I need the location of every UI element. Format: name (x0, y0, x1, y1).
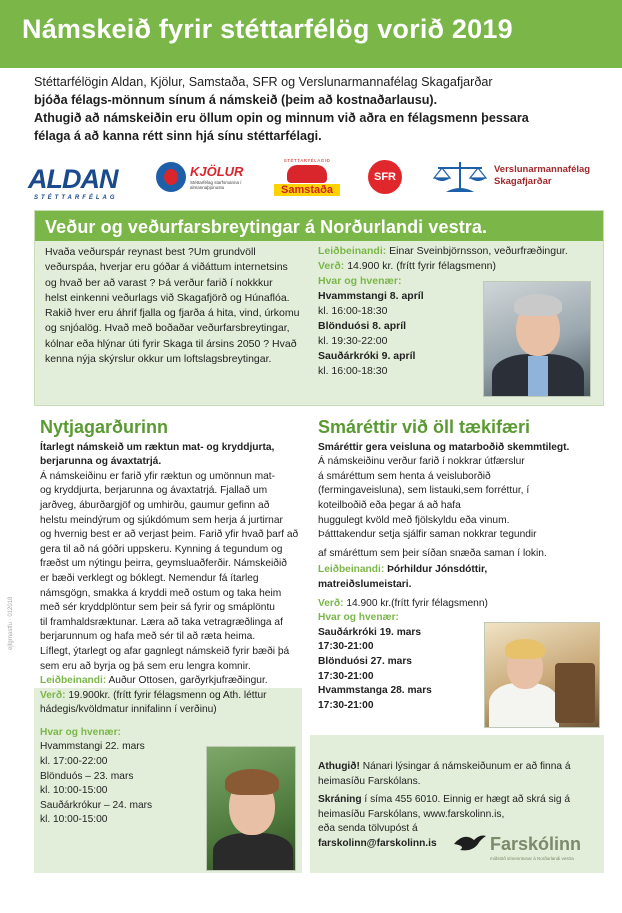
course-weather-description (45, 245, 315, 367)
registration-text: í síma 455 6010. Einnig er hægt að skrá sig á (361, 794, 570, 806)
header-banner (0, 0, 622, 68)
schedule-time: kl. 16:00-18:30 (318, 305, 388, 317)
course-appetizers-line: (fermingaveisluna), sem listauki,sem forréttur, í (318, 485, 530, 497)
course-weather-line: kólnar eða hlýnar úti fyrir Skaga til ársins 2050 ? Hvað (45, 337, 297, 350)
course-weather-line: Hvaða veðurspár reynast best ?Um grundvöll (45, 246, 256, 258)
farskolinn-logo (450, 824, 600, 874)
kjolur-logo-text: KJÖLUR (190, 164, 244, 179)
verslunar-line-2: Skagafjarðar (494, 176, 552, 187)
sfr-logo: SFR (368, 160, 402, 194)
schedule-place: Blönduós – 23. mars (40, 770, 134, 782)
price-label: Verð: (318, 260, 345, 272)
instructor-name: Þórhildur Jónsdóttir, (387, 564, 488, 576)
course-garden-line: sem eru að byrja og þá sem eru lengra komnir. (40, 660, 251, 672)
course-weather-line: og snjóalög. Hvað með boðaðar veðurfarsbreytingar, (45, 322, 290, 335)
verslunarmannafelag-logo (432, 160, 602, 200)
note-text: Nánari lýsingar á námskeiðunum er að finna á (359, 761, 571, 772)
schedule-time: 17:30-21:00 (318, 699, 374, 711)
course-appetizers-line: Á námskeiðinu verður farið í nokkrar útfærslur (318, 456, 525, 468)
print-code: ejfgrnastfu · 012018 (8, 596, 14, 650)
instructor-photo-thorhildur (484, 622, 600, 728)
instructor-title: matreiðslumeistari. (318, 578, 412, 590)
verslunar-line-1: Verslunarmannafélag (494, 164, 591, 175)
schedule-time: kl. 17:00-22:00 (40, 756, 108, 768)
schedule-label: Hvar og hvenær: (318, 612, 399, 624)
aldan-logo (28, 164, 118, 204)
registration-label: Skráning (318, 794, 362, 806)
course-appetizers-line: huggulegt kvöld með fjölskyldu eða vinum. (318, 514, 510, 526)
schedule-time: 17:30-21:00 (318, 641, 374, 653)
union-logos (28, 158, 598, 201)
scales-icon (432, 160, 488, 194)
verslunarmannafelag-logo-text (494, 164, 590, 188)
price-label: Verð: (318, 597, 344, 609)
course-appetizers-line: af smáréttum sem þeir síðan snæða saman í lokin. (318, 547, 547, 559)
kjolur-emblem-icon (156, 162, 186, 192)
course-weather-line: helst einkenni veðurlags við Skagafjörð og Húnaflóa. (45, 291, 290, 304)
price-value: 19.900kr. (frítt fyrir félagsmenn og Ath. léttur (68, 689, 267, 701)
course-garden-intro-line: Ítarlegt námskeið um ræktun mat- og kryddjurta, (40, 441, 275, 453)
registration-email[interactable]: farskolinn@farskolinn.is (318, 837, 437, 849)
schedule-time: kl. 16:00-18:30 (318, 365, 388, 377)
course-garden-intro-line: berjarunna og ávaxtatrjá. (40, 456, 162, 468)
farskolinn-logo-text: Farskólinn (490, 834, 582, 854)
instructor-label: Leiðbeinandi: (40, 675, 107, 687)
course-garden-line: berjarunnum og hafa með sér til að ræta heima. (40, 631, 256, 643)
intro-line-1: Stéttarfélögin Aldan, Kjölur, Samstaða, SFR og Verslunarmannafélag Skagafjarðar (34, 75, 493, 89)
course-garden-line: er bæði verklegt og bóklegt. Nemendur fá ítarleg (40, 572, 259, 584)
instructor-label: Leiðbeinandi: (318, 564, 385, 576)
schedule-label: Hvar og hvenær: (318, 275, 402, 287)
schedule-label: Hvar og hvenær: (40, 726, 121, 738)
intro-line-4: félaga á að kanna rétt sinn hjá sínu stéttarfélagi. (34, 129, 322, 143)
course-garden-line: til framhaldsræktunar. Læra að taka vetragræðlinga af (40, 616, 283, 628)
samstada-hands-icon (287, 165, 327, 183)
samstada-logo-top: STÉTTARFÉLAGIÐ (283, 158, 331, 163)
kjolur-logo (156, 162, 256, 202)
bird-icon (452, 828, 488, 858)
course-garden-line: námsgögn, smakka á kryddi með ostum og taka heim (40, 587, 282, 599)
course-appetizers-title: Smáréttir við öll tækifæri (318, 417, 531, 437)
course-weather-line: kenna nýja skýrslur okkur um loftslagsbreytingar. (45, 353, 272, 366)
intro-line-2: bjóða félags-mönnum sínum á námskeið (þeim að kostnaðarlausu). (34, 93, 438, 107)
course-garden-line: fræðst um nýtingu þeirra, geymsluaðferðir. Námskeiðið (40, 558, 287, 570)
schedule-place: Sauðárkrókur – 24. mars (40, 799, 153, 811)
note-label: Athugið! (318, 761, 360, 772)
page-title: Námskeið fyrir stéttarfélög vorið 2019 (22, 14, 513, 44)
kjolur-logo-subtitle: Stéttarfélag starfsmanna í almannaþjónustu (190, 180, 242, 190)
instructor-name: Auður Ottosen, garðyrkjufræðingur. (108, 675, 268, 687)
schedule-place: Blönduósi 8. apríl (318, 320, 407, 332)
schedule-time: kl. 10:00-15:00 (40, 785, 108, 797)
samstada-logo (274, 158, 340, 198)
schedule-time: kl. 10:00-15:00 (40, 814, 108, 826)
course-garden-line: gera til að ná góðri uppskeru. Kynning á tegundum og (40, 543, 283, 555)
instructor-photo-audur (206, 746, 296, 871)
intro-text (34, 73, 604, 145)
schedule-place: Hvammstanga 28. mars (318, 685, 432, 697)
farskolinn-logo-subtitle: miðstöð símenntunar á Norðurlandi vestra (490, 856, 574, 861)
course-garden-line: og hvernig best er að verjast þeim. Farið yfir hvað þarf að (40, 529, 299, 541)
course-appetizers-intro: Smáréttir gera veisluna og matarboðið skemmtilegt. (318, 441, 570, 453)
instructor-label: Leiðbeinandi: (318, 245, 387, 257)
aldan-logo-text: ALDAN (28, 164, 118, 194)
course-weather-box (34, 210, 604, 406)
price-value: 14.900 kr.(frítt fyrir félagsmenn) (346, 597, 488, 609)
course-garden-line: Líflegt, ýtarlegt og afar gagnlegt námskeið fyrir bæði þá (40, 645, 290, 657)
price-value: 14.900 kr. (frítt fyrir félagsmenn) (347, 260, 496, 272)
registration-email-prefix: eða senda tölvupóst á (318, 823, 418, 835)
schedule-place: Blönduósi 27. mars (318, 655, 412, 667)
course-garden-line: helstu meindýrum og sjúkdómum sem herja á jurtirnar (40, 514, 283, 526)
aldan-logo-subtitle: STÉTTARFÉLAG (34, 195, 118, 201)
price-value-cont: hádegis/kvöldmatur innifalinn í verðinu) (40, 704, 217, 716)
course-garden-title: Nytjagarðurinn (40, 417, 169, 437)
course-garden-line: jarðveg, áburðargjöf og umhirðu, gaumur gefinn að (40, 499, 270, 511)
price-label: Verð: (40, 689, 66, 701)
course-garden-line: með sér kryddplöntur sem þeir sá fyrir og smáplöntu (40, 602, 275, 614)
course-weather-title: Veður og veðurfarsbreytingar á Norðurlandi vestra. (45, 217, 488, 237)
instructor-name: Einar Sveinbjörnsson, veðurfræðingur. (389, 245, 568, 257)
course-weather-line: og hvað ber að varast ? Þá verður farið í nokkkur (45, 276, 273, 289)
samstada-logo-text: Samstaða (274, 184, 340, 196)
schedule-time: 17:30-21:00 (318, 670, 374, 682)
note-text-cont: heimasíðu Farskólans. (318, 775, 421, 787)
instructor-photo-einar (483, 281, 591, 397)
course-garden-line: og kryddjurta, berjarunna og ávaxtatrjá. Fjallað um (40, 485, 268, 497)
course-appetizers-line: Þátttakendur setja sjálfir saman nokkrar tegundir (318, 529, 537, 541)
intro-line-3: Athugið að námskeiðin eru öllum opin og minnum við aðra en félagsmenn þessara (34, 111, 529, 125)
schedule-time: kl. 19:30-22:00 (318, 335, 388, 347)
course-weather-line: Rakið hver eru áhrif fjalla og fjarða á hita, vind, úrkomu (45, 307, 300, 320)
schedule-place: Hvammstangi 22. mars (40, 741, 145, 753)
course-garden-line: Á námskeiðinu er farið yfir ræktun og umönnun mat- (40, 470, 275, 482)
schedule-place: Hvammstangi 8. apríl (318, 290, 424, 302)
schedule-place: Sauðárkróki 9. apríl (318, 350, 416, 362)
course-appetizers-line: koteilboðið eða þegar á að hafa (318, 499, 461, 511)
registration-website[interactable]: heimasíðu Farskólans, www.farskolinn.is, (318, 808, 505, 820)
schedule-place: Sauðárkróki 19. mars (318, 626, 422, 638)
course-appetizers-line: á smáréttum sem henta á veisluborðið (318, 470, 491, 482)
course-weather-line: veðurspáa, hverjar eru góðar á viðáttum internetsins (45, 261, 288, 274)
